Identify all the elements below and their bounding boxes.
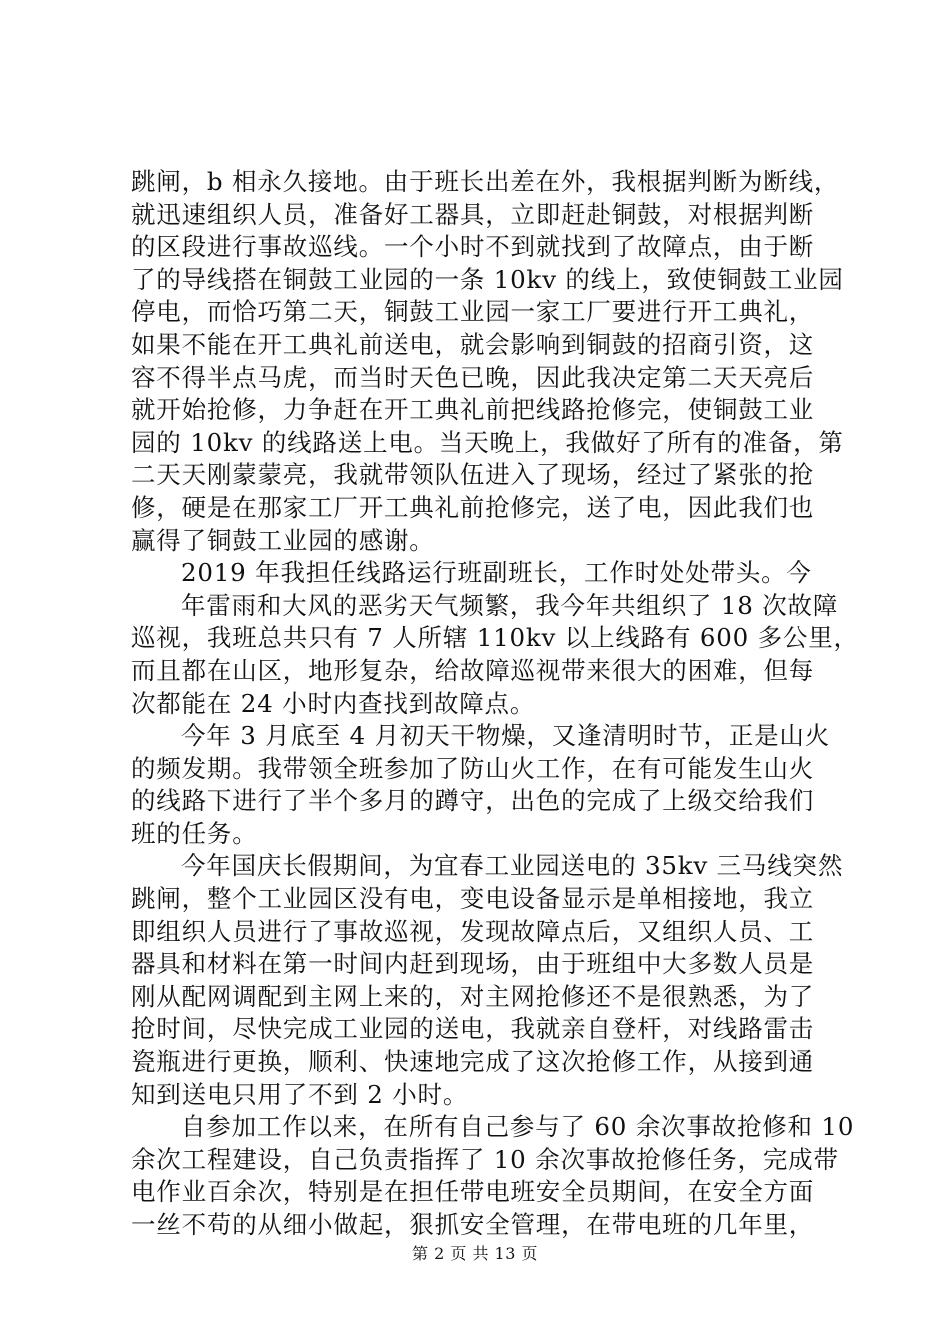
text-line: 而且都在山区，地形复杂，给故障巡视带来很大的困难，但每 [131, 655, 815, 685]
text-line: 如果不能在开工典礼前送电，就会影响到铜鼓的招商引资，这 [131, 329, 815, 359]
text-line: 一丝不苟的从细小做起，狠抓安全管理，在带电班的几年里， [131, 1210, 815, 1239]
text-line: 园的 10kv 的线路送上电。当天晚上，我做好了所有的准备，第 [131, 427, 844, 457]
paragraph-start-line: 2019 年我担任线路运行班副班长，工作时处处带头。今 [181, 558, 812, 588]
text-line: 抢时间，尽快完成工业园的送电，我就亲自登杆，对线路雷击 [131, 1014, 815, 1044]
paragraph-start-line: 自参加工作以来，在所有自己参与了 60 余次事故抢修和 10 [181, 1112, 855, 1142]
text-line: 班的任务。 [131, 818, 258, 848]
text-line: 就开始抢修，力争赶在开工典礼前把线路抢修完，使铜鼓工业 [131, 395, 815, 425]
text-line: 就迅速组织人员，准备好工器具，立即赶赴铜鼓，对根据判断 [131, 199, 815, 229]
text-line: 停电，而恰巧第二天，铜鼓工业园一家工厂要进行开工典礼， [131, 297, 815, 327]
text-line: 次都能在 24 小时内查找到故障点。 [131, 688, 536, 718]
text-line: 跳闸，整个工业园区没有电，变电设备显示是单相接地，我立 [131, 884, 815, 914]
text-line: 的区段进行事故巡线。一个小时不到就找到了故障点，由于断 [131, 232, 815, 262]
text-line: 巡视，我班总共只有 7 人所辖 110kv 以上线路有 600 多公里， [131, 623, 859, 653]
text-line: 的线路下进行了半个多月的蹲守，出色的完成了上级交给我们 [131, 786, 815, 816]
text-line: 即组织人员进行了事故巡视，发现故障点后，又组织人员、工 [131, 916, 815, 946]
paragraph-start-line: 年雷雨和大风的恶劣天气频繁，我今年共组织了 18 次故障 [181, 590, 839, 620]
text-line: 跳闸，b 相永久接地。由于班长出差在外，我根据判断为断线， [131, 167, 840, 196]
text-line: 瓷瓶进行更换，顺利、快速地完成了这次抢修工作，从接到通 [131, 1047, 815, 1077]
text-line: 赢得了铜鼓工业园的感谢。 [131, 525, 435, 555]
text-line: 二天天刚蒙蒙亮，我就带领队伍进入了现场，经过了紧张的抢 [131, 460, 815, 490]
text-line: 余次工程建设，自己负责指挥了 10 余次事故抢修任务，完成带 [131, 1144, 839, 1174]
text-line: 容不得半点马虎，而当时天色已晚，因此我决定第二天天亮后 [131, 362, 815, 392]
text-line: 知到送电只用了不到 2 小时。 [131, 1079, 469, 1109]
text-line: 了的导线搭在铜鼓工业园的一条 10kv 的线上，致使铜鼓工业园 [131, 264, 844, 294]
page-number-footer: 第 2 页 共 13 页 [412, 1244, 538, 1263]
document-body [131, 166, 859, 1242]
text-line: 器具和材料在第一时间内赶到现场，由于班组中大多数人员是 [131, 949, 815, 979]
paragraph-start-line: 今年 3 月底至 4 月初天干物燥，又逢清明时节，正是山火 [181, 721, 831, 751]
text-line: 电作业百余次，特别是在担任带电班安全员期间，在安全方面 [131, 1177, 815, 1207]
text-line: 的频发期。我带领全班参加了防山火工作，在有可能发生山火 [131, 753, 815, 783]
text-line: 刚从配网调配到主网上来的，对主网抢修还不是很熟悉，为了 [131, 981, 815, 1011]
text-line: 修，硬是在那家工厂开工典礼前抢修完，送了电，因此我们也 [131, 492, 815, 522]
paragraph-start-line: 今年国庆长假期间，为宜春工业园送电的 35kv 三马线突然 [181, 851, 844, 881]
